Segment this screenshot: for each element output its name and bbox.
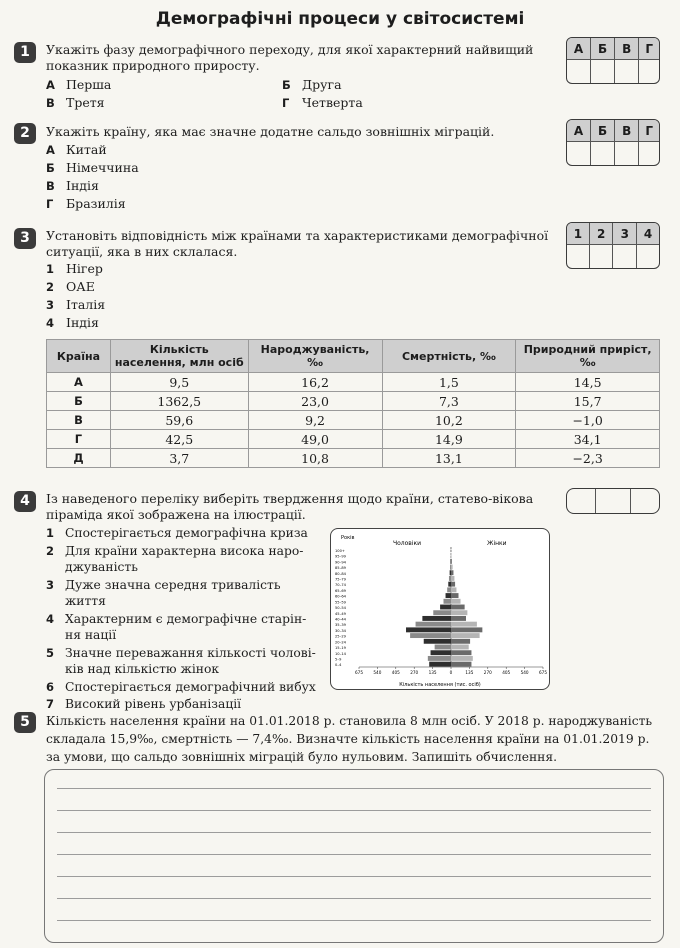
pyramid-age-tick: 85–89: [335, 566, 346, 571]
pyramid-male-bar: [428, 656, 451, 661]
pyramid-x-tick: 0: [449, 670, 453, 675]
table-cell: 10,2: [382, 411, 516, 430]
pyramid-female-bar: [451, 656, 473, 661]
q4-item-number: 3: [46, 577, 55, 592]
q2-option-b-letter: Б: [46, 161, 55, 175]
table-row: [47, 411, 660, 430]
pyramid-x-tick: 135: [428, 670, 437, 675]
q4-answer-cell[interactable]: [567, 489, 596, 513]
q3-grid-header: 4: [637, 223, 660, 245]
writing-line: [57, 788, 651, 789]
list-item[interactable]: [46, 525, 322, 542]
pyramid-male-bar: [431, 650, 451, 655]
q1-option-b-text: Друга: [302, 77, 342, 92]
q3-country-1-text: Нігер: [66, 261, 103, 276]
pyramid-male-bar: [410, 633, 451, 638]
q1-option-d-letter: Г: [282, 96, 290, 110]
pyramid-female-bar: [451, 627, 482, 632]
pyramid-age-tick: 100+: [335, 548, 345, 553]
q2-answer-grid[interactable]: [566, 119, 660, 166]
pyramid-x-tick: 405: [391, 670, 400, 675]
pyramid-male-bar: [446, 593, 451, 598]
writing-line: [57, 898, 651, 899]
writing-line: [57, 876, 651, 877]
question-4-line-1: Із наведеного переліку виберіть твердження щодо країни, статево-вікова: [46, 491, 534, 506]
question-3-line-1: Установіть відповідність між країнами та характеристиками демографічної: [46, 228, 549, 243]
table-row: [47, 430, 660, 449]
q4-item-text: Спостерігається демографічний вибух: [65, 679, 316, 694]
table-cell: 1362,5: [110, 392, 248, 411]
q1-answer-grid[interactable]: [566, 37, 660, 84]
q1-grid-header: Г: [639, 38, 659, 60]
pyramid-age-tick: 35–39: [335, 623, 346, 628]
table-row: [47, 373, 660, 392]
pyramid-male-bar: [435, 645, 451, 650]
q4-item-text: Спостерігається демографічна криза: [65, 526, 308, 540]
question-5-line-3: за умови, що сальдо зовнішніх міграцій було нульовим. Запишіть обчислення.: [46, 750, 558, 764]
pyramid-age-tick: 75–79: [335, 577, 346, 582]
pyramid-male-bar: [449, 576, 451, 581]
table-cell: 49,0: [248, 430, 382, 449]
q1-grid-header: А: [567, 38, 590, 60]
pyramid-age-tick: 40–44: [335, 617, 346, 622]
pyramid-male-label: Чоловіки: [393, 540, 422, 547]
q2-answer-cell[interactable]: [567, 142, 590, 166]
q1-option-c-letter: В: [46, 96, 55, 110]
q1-answer-cell[interactable]: [567, 60, 590, 84]
q1-grid-header: В: [615, 38, 639, 60]
q2-grid-header: А: [567, 120, 590, 142]
q4-item-text: джуваність: [65, 560, 138, 574]
q3-answer-cell[interactable]: [567, 245, 589, 269]
writing-line: [57, 810, 651, 811]
q2-option-d-letter: Г: [46, 197, 54, 211]
pyramid-female-bar: [451, 622, 477, 627]
pyramid-age-tick: 70–74: [335, 583, 346, 588]
q3-grid-header: 1: [567, 223, 589, 245]
q4-item-text: ня нації: [65, 628, 117, 642]
pyramid-male-bar: [450, 570, 451, 575]
pyramid-age-label: Років: [341, 535, 355, 541]
pyramid-female-bar: [451, 605, 465, 610]
pyramid-x-tick: 675: [539, 670, 547, 675]
pyramid-male-bar: [448, 582, 451, 587]
q2-grid-header: В: [615, 120, 639, 142]
list-item[interactable]: [46, 645, 322, 678]
list-item[interactable]: [46, 577, 322, 610]
q4-item-text: Дуже значна середня тривалість життя: [65, 577, 281, 608]
pyramid-male-bar: [447, 587, 451, 592]
q2-option-a-text: Китай: [66, 142, 107, 157]
table-header: Кількість населення, млн осіб: [110, 340, 248, 373]
q3-country-1: [46, 261, 103, 277]
pyramid-age-tick: 60–64: [335, 594, 346, 599]
table-header: Країна: [47, 340, 111, 373]
pyramid-female-bar: [451, 616, 466, 621]
table-cell: 3,7: [110, 449, 248, 468]
table-header: Природний приріст, ‰: [516, 340, 660, 373]
pyramid-male-bar: [450, 565, 451, 570]
q4-item-text: Для країни характерна висока наро-: [65, 543, 304, 558]
question-4-line-2: піраміда якої зображена на ілюстрації.: [46, 507, 306, 522]
population-pyramid-figure: [330, 528, 550, 690]
q3-answer-cell[interactable]: [589, 245, 613, 269]
table-cell: Б: [47, 392, 111, 411]
question-3-line-2: ситуації, яка в них склалася.: [46, 244, 238, 259]
writing-line: [57, 854, 651, 855]
q3-country-2: [46, 279, 95, 295]
pyramid-male-bar: [450, 559, 451, 564]
pyramid-male-bar: [440, 605, 451, 610]
pyramid-female-bar: [451, 633, 480, 638]
q1-option-c[interactable]: [46, 95, 105, 111]
list-item[interactable]: [46, 679, 322, 696]
page-title: Демографічні процеси у світосистемі: [155, 9, 525, 29]
pyramid-age-tick: 20–24: [335, 640, 346, 645]
q2-option-b-text: Німеччина: [66, 160, 139, 175]
pyramid-female-bar: [451, 645, 469, 650]
table-cell: −1,0: [516, 411, 660, 430]
table-cell: 15,7: [516, 392, 660, 411]
pyramid-female-bar: [451, 570, 453, 575]
question-1-number: 1: [14, 42, 36, 63]
question-1-line-2: показник природного приросту.: [46, 58, 260, 73]
pyramid-age-tick: 45–49: [335, 611, 346, 616]
q1-option-d-text: Четверта: [302, 95, 363, 110]
pyramid-male-bar: [433, 610, 451, 615]
q5-answer-area[interactable]: [44, 769, 664, 943]
question-5-line-2: складала 15,9‰, смертність — 7,4‰. Визначте кількість населення країни на 01.01.2019 р.: [46, 732, 650, 746]
table-cell: В: [47, 411, 111, 430]
q1-answer-cell[interactable]: [615, 60, 639, 84]
pyramid-age-tick: 5–9: [335, 657, 342, 662]
q3-country-4: [46, 315, 99, 331]
table-cell: 14,5: [516, 373, 660, 392]
table-header: Народжуваність, ‰: [248, 340, 382, 373]
q4-item-text: Значне переважання кількості чолові-: [65, 645, 316, 660]
q3-country-2-text: ОАЕ: [66, 279, 95, 294]
q3-country-2-num: 2: [46, 280, 55, 294]
pyramid-x-tick: 270: [483, 670, 492, 675]
pyramid-female-label: Жінки: [487, 540, 507, 547]
question-4-number: 4: [14, 491, 36, 512]
q2-grid-header: Б: [590, 120, 614, 142]
pyramid-male-bar: [416, 622, 451, 627]
table-cell: 16,2: [248, 373, 382, 392]
q4-item-text: Характерним є демографічне старін-: [65, 611, 307, 626]
table-cell: −2,3: [516, 449, 660, 468]
q4-statement-list: [46, 525, 322, 714]
pyramid-age-tick: 15–19: [335, 646, 346, 651]
q1-grid-header: Б: [590, 38, 614, 60]
pyramid-male-bar: [429, 662, 451, 667]
pyramid-x-axis-label: Кількість населення (тис. осіб): [399, 682, 481, 688]
question-4-text: [46, 491, 556, 523]
pyramid-female-bar: [451, 662, 471, 667]
table-cell: Д: [47, 449, 111, 468]
pyramid-female-bar: [451, 559, 452, 564]
pyramid-male-bar: [444, 599, 451, 604]
q3-country-3: [46, 297, 105, 313]
q1-option-b[interactable]: [282, 77, 342, 93]
q4-item-number: 4: [46, 611, 55, 626]
q1-option-c-text: Третя: [66, 95, 105, 110]
table-row: [47, 392, 660, 411]
q4-answer-cell[interactable]: [630, 489, 659, 513]
pyramid-female-bar: [451, 576, 454, 581]
q1-answer-cell[interactable]: [590, 60, 614, 84]
q1-option-a-letter: А: [46, 78, 55, 92]
q4-item-text: ків над кількістю жінок: [65, 662, 220, 676]
q4-item-number: 7: [46, 697, 55, 711]
pyramid-male-bar: [422, 616, 451, 621]
question-5-text: [46, 712, 666, 766]
list-item[interactable]: [46, 543, 322, 576]
table-row: [47, 449, 660, 468]
q2-answer-cell[interactable]: [590, 142, 614, 166]
q1-option-b-letter: Б: [282, 78, 291, 92]
pyramid-female-bar: [451, 582, 455, 587]
q3-grid-header: 3: [613, 223, 637, 245]
q4-item-number: 5: [46, 645, 55, 660]
writing-line: [57, 920, 651, 921]
pyramid-female-bar: [451, 610, 467, 615]
q3-country-3-text: Італія: [66, 297, 106, 312]
table-cell: 59,6: [110, 411, 248, 430]
pyramid-age-tick: 65–69: [335, 588, 346, 593]
q4-item-text: Високий рівень урбанізації: [65, 697, 242, 711]
question-1-text: [46, 42, 556, 74]
q4-answer-grid[interactable]: [566, 488, 660, 514]
q2-option-a[interactable]: [46, 142, 107, 158]
q3-country-4-text: Індія: [66, 315, 99, 330]
pyramid-x-tick: 135: [465, 670, 474, 675]
q2-option-c[interactable]: [46, 178, 99, 194]
pyramid-male-bar: [424, 639, 451, 644]
q3-country-1-num: 1: [46, 262, 55, 276]
q3-answer-cell[interactable]: [613, 245, 637, 269]
q1-option-a[interactable]: [46, 77, 111, 93]
table-cell: 10,8: [248, 449, 382, 468]
pyramid-male-bar: [406, 627, 451, 632]
q4-item-number: 2: [46, 543, 55, 558]
pyramid-age-tick: 80–84: [335, 571, 346, 576]
question-2-number: 2: [14, 123, 36, 144]
q2-option-a-letter: А: [46, 143, 55, 157]
pyramid-age-tick: 0–4: [335, 663, 342, 668]
q2-option-d-text: Бразилія: [66, 196, 126, 211]
q3-country-4-num: 4: [46, 316, 55, 330]
pyramid-female-bar: [451, 593, 458, 598]
q2-grid-header: Г: [639, 120, 659, 142]
pyramid-female-bar: [451, 587, 456, 592]
table-cell: 23,0: [248, 392, 382, 411]
pyramid-female-bar: [451, 565, 453, 570]
pyramid-age-tick: 55–59: [335, 600, 346, 605]
pyramid-age-tick: 95–99: [335, 554, 346, 559]
pyramid-female-bar: [451, 650, 471, 655]
q2-option-c-text: Індія: [66, 178, 99, 193]
question-1-line-1: Укажіть фазу демографічного переходу, для якої характерний найвищий: [46, 42, 534, 57]
q3-answer-cell[interactable]: [637, 245, 660, 269]
question-3-number: 3: [14, 228, 36, 249]
q3-answer-grid[interactable]: [566, 222, 660, 269]
pyramid-age-tick: 50–54: [335, 606, 346, 611]
question-3-text: [46, 228, 556, 260]
population-pyramid-chart: [331, 529, 549, 689]
pyramid-age-tick: 10–14: [335, 651, 346, 656]
pyramid-x-tick: 405: [502, 670, 511, 675]
table-cell: 13,1: [382, 449, 516, 468]
pyramid-age-tick: 25–29: [335, 634, 346, 639]
q3-country-3-num: 3: [46, 298, 55, 312]
table-cell: 34,1: [516, 430, 660, 449]
q3-data-table: [46, 339, 660, 468]
q1-option-a-text: Перша: [66, 77, 112, 92]
q2-answer-cell[interactable]: [615, 142, 639, 166]
table-cell: 1,5: [382, 373, 516, 392]
table-cell: Г: [47, 430, 111, 449]
table-cell: 42,5: [110, 430, 248, 449]
pyramid-x-tick: 540: [520, 670, 529, 675]
pyramid-age-tick: 90–94: [335, 560, 346, 565]
pyramid-female-bar: [451, 639, 470, 644]
q1-answer-cell[interactable]: [639, 60, 659, 84]
table-cell: А: [47, 373, 111, 392]
q4-item-number: 6: [46, 679, 55, 694]
q2-option-d[interactable]: [46, 196, 126, 212]
pyramid-female-bar: [451, 599, 461, 604]
q3-grid-header: 2: [589, 223, 613, 245]
pyramid-x-tick: 270: [410, 670, 419, 675]
table-cell: 7,3: [382, 392, 516, 411]
table-cell: 9,2: [248, 411, 382, 430]
q4-item-number: 1: [46, 526, 55, 540]
pyramid-x-tick: 540: [373, 670, 382, 675]
pyramid-x-tick: 675: [355, 670, 363, 675]
question-5-number: 5: [14, 712, 36, 733]
table-cell: 14,9: [382, 430, 516, 449]
list-item[interactable]: [46, 696, 322, 713]
question-2-text: Укажіть країну, яка має значне додатне сальдо зовнішніх міграцій.: [46, 124, 495, 139]
question-5-line-1: Кількість населення країни на 01.01.2018 р. становила 8 млн осіб. У 2018 р. народжуваність: [46, 714, 653, 728]
q1-option-d[interactable]: [282, 95, 363, 111]
pyramid-age-tick: 30–34: [335, 628, 346, 633]
q2-answer-cell[interactable]: [639, 142, 659, 166]
q2-option-c-letter: В: [46, 179, 55, 193]
table-cell: 9,5: [110, 373, 248, 392]
table-header: Смертність, ‰: [382, 340, 516, 373]
q4-answer-cell[interactable]: [596, 489, 631, 513]
writing-line: [57, 832, 651, 833]
list-item[interactable]: [46, 611, 322, 644]
q2-option-b[interactable]: [46, 160, 139, 176]
